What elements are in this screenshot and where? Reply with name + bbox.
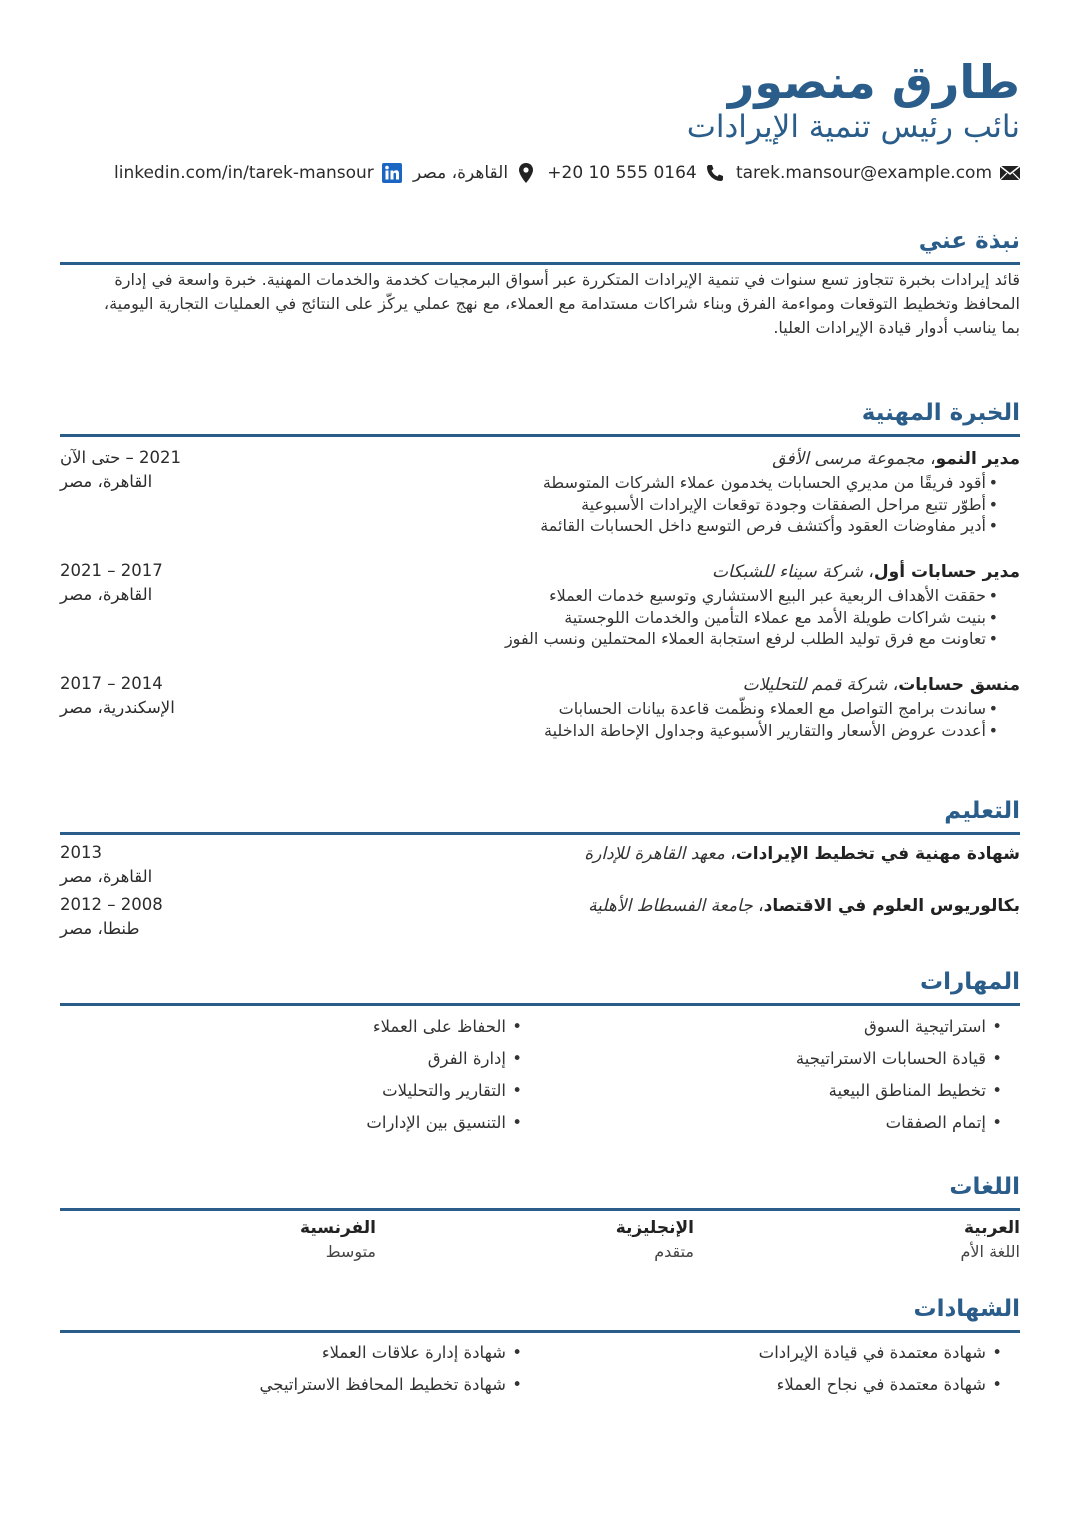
- school: معهد القاهرة للإدارة: [584, 844, 725, 864]
- job-bullet: • أدير مفاوضات العقود وأكتشف فرص التوسع داخل الحسابات القائمة: [380, 515, 1020, 537]
- education-dates: 2008 – 2012: [60, 895, 163, 914]
- job-company: شركة سيناء للشبكات: [712, 562, 864, 582]
- skills-list: [60, 1011, 1020, 1141]
- contact-row: [114, 160, 1020, 186]
- education-location: طنطا، مصر: [60, 919, 140, 938]
- job-bullet: • ساندت برامج التواصل مع العملاء ونظّمت قاعدة بيانات الحسابات: [380, 698, 1020, 720]
- job-bullet: • أطوّر تتبع مراحل الصفقات وجودة توقعات الإيرادات الأسبوعية: [380, 494, 1020, 516]
- contact-phone[interactable]: [547, 163, 724, 183]
- degree: شهادة مهنية في تخطيط الإيرادات: [735, 844, 1020, 864]
- location-text: القاهرة، مصر: [413, 163, 509, 183]
- section-divider: [60, 1003, 1020, 1006]
- resume-page: طارق منصور نائب رئيس تنمية الإيرادات tarek.mansour@example.com +20 10 555 0164 القاهرة، مصر linkedin.com/in/tarek-mansour نبذة عني قائد إيرادات بخبرة تتجاوز تسع سنوات في تنمية الإيرادات المتكررة عبر أسواق البرمجيات كخدمة والخدمات المهنية. خبرة واسعة في إدارة المحافظ وتخطيط التوقعات ومواءمة الفرق وبناء شراكات مستدامة مع العملاء، مع نهج عملي يركّز على النتائج في العمليات التجارية اليومية، بما يناسب أدوار قيادة الإيرادات العليا. الخبرة المهنية مدير النمو، مجموعة مرسى الأفق • أقود فريقًا من مديري الحسابات يخدمون عملاء الشركات المتوسطة • أطوّر تتبع مراحل الصفقات وجودة توقعات الإيرادات الأسبوعية • أدير مفاوضات العقود وأكتشف فرص التوسع داخل الحسابات القائمة 2021 – حتى الآن القاهرة، مصر مدير حسابات أول، شركة سيناء للشبكات • حققت الأهداف الربعية عبر البيع الاستشاري وتوسيع خدمات العملاء • بنيت شراكات طويلة الأمد مع عملاء التأمين والخدمات اللوجستية • تعاونت مع فرق توليد الطلب لرفع استجابة العملاء المحتملين ونسب الفوز 2017 – 2021 القاهرة، مصر منسق حسابات، شركة قمم للتحليلات • ساندت برامج التواصل مع العملاء ونظّمت قاعدة بيانات الحسابات • أعددت عروض الأسعار والتقارير الأسبوعية وجداول الإحاطة الداخلية 2014 – 2017 الإسكندرية، مصر التعليم شهادة مهنية في تخطيط الإيرادات، معهد القاهرة للإدارة 2013 القاهرة، مصر بكالوريوس العلوم في الاقتصاد، جامعة الفسطاط الأهلية 2008 – 2012 طنطا، مصر المهارات • استراتيجية السوق • قيادة الحسابات الاستراتيجية • تخطيط المناطق البيعية • إتمام الصفقات • الحفاظ على العملاء • إدارة الفرق • التقارير والتحليلات • التنسيق بين الإدارات اللغات العربية اللغة الأم الإنجليزية متقدم الفرنسية متوسط الشهادات • شهادة معتمدة في قيادة الإيرادات • شهادة معتمدة في نجاح العملاء • شهادة إدارة علاقات العملاء • شهادة تخطيط المحافظ الاستراتيجي: [0, 0, 1080, 1525]
- certifications-list: [60, 1337, 1020, 1407]
- about-text: قائد إيرادات بخبرة تتجاوز تسع سنوات في تنمية الإيرادات المتكررة عبر أسواق البرمجيات كخدمة والخدمات المهنية. خبرة واسعة في إدارة المحافظ وتخطيط التوقعات ومواءمة الفرق وبناء شراكات مستدامة مع العملاء، مع نهج عملي يركّز على النتائج في العمليات التجارية اليومية، بما يناسب أدوار قيادة الإيرادات العليا.: [103, 270, 1020, 337]
- language-item: [616, 1216, 694, 1264]
- job-company: مجموعة مرسى الأفق: [772, 449, 925, 469]
- languages-section-header: [60, 1172, 1020, 1211]
- about-heading: نبذة عني: [918, 228, 1020, 254]
- job-dates: 2021 – حتى الآن: [60, 448, 182, 467]
- skill-item: • إدارة الفرق: [366, 1043, 540, 1075]
- language-name: الإنجليزية: [615, 1218, 694, 1238]
- school: جامعة الفسطاط الأهلية: [588, 896, 753, 916]
- certification-item: • شهادة تخطيط المحافظ الاستراتيجي: [260, 1369, 540, 1401]
- skills-column-right: [796, 1011, 1020, 1139]
- contact-linkedin[interactable]: [114, 163, 402, 183]
- certifications-heading: الشهادات: [913, 1296, 1020, 1322]
- job-bullet: • تعاونت مع فرق توليد الطلب لرفع استجابة العملاء المحتملين ونسب الفوز: [380, 628, 1020, 650]
- language-level: متوسط: [325, 1242, 376, 1261]
- location-pin-icon: [516, 163, 536, 183]
- job-bullet: • أعددت عروض الأسعار والتقارير الأسبوعية وجداول الإحاطة الداخلية: [380, 720, 1020, 742]
- section-divider: [60, 1208, 1020, 1211]
- job-role: منسق حسابات: [898, 675, 1020, 695]
- skills-heading: المهارات: [920, 969, 1020, 995]
- language-level: اللغة الأم: [960, 1242, 1020, 1261]
- job-location: القاهرة، مصر: [60, 585, 153, 604]
- language-item: [300, 1216, 376, 1264]
- job-bullets: [380, 585, 1020, 650]
- certification-item: • شهادة معتمدة في نجاح العملاء: [759, 1369, 1020, 1401]
- skills-column-left: [366, 1011, 540, 1139]
- education-dates: 2013: [60, 843, 102, 862]
- language-level: متقدم: [654, 1242, 694, 1261]
- section-divider: [60, 434, 1020, 437]
- job-bullet: • بنيت شراكات طويلة الأمد مع عملاء التأمين والخدمات اللوجستية: [380, 607, 1020, 629]
- education-location: القاهرة، مصر: [60, 867, 153, 886]
- language-name: العربية: [963, 1218, 1020, 1238]
- job-role-line: منسق حسابات، شركة قمم للتحليلات: [742, 675, 1020, 695]
- person-name: طارق منصور: [727, 55, 1020, 109]
- resume-header: [687, 52, 1020, 146]
- linkedin-icon: [382, 163, 402, 183]
- language-item: [961, 1216, 1020, 1264]
- certification-item: • شهادة معتمدة في قيادة الإيرادات: [759, 1337, 1020, 1369]
- certifications-section-header: [60, 1294, 1020, 1333]
- linkedin-text: linkedin.com/in/tarek-mansour: [114, 163, 374, 183]
- section-divider: [60, 1330, 1020, 1333]
- certification-item: • شهادة إدارة علاقات العملاء: [260, 1337, 540, 1369]
- envelope-icon: [1000, 163, 1020, 183]
- education-heading: التعليم: [944, 798, 1020, 824]
- education-section-header: [60, 796, 1020, 835]
- skill-item: • استراتيجية السوق: [796, 1011, 1020, 1043]
- job-location: القاهرة، مصر: [60, 472, 153, 491]
- contact-location: [413, 163, 536, 183]
- about-section-header: [60, 226, 1020, 265]
- job-dates: 2017 – 2021: [60, 561, 163, 580]
- skill-item: • الحفاظ على العملاء: [366, 1011, 540, 1043]
- job-bullet: • حققت الأهداف الربعية عبر البيع الاستشاري وتوسيع خدمات العملاء: [380, 585, 1020, 607]
- job-dates: 2014 – 2017: [60, 674, 163, 693]
- job-company: شركة قمم للتحليلات: [742, 675, 888, 695]
- job-location: الإسكندرية، مصر: [60, 698, 175, 717]
- contact-email[interactable]: [736, 163, 1020, 183]
- languages-heading: اللغات: [949, 1174, 1020, 1200]
- skills-section-header: [60, 967, 1020, 1006]
- job-bullets: [380, 472, 1020, 537]
- language-name: الفرنسية: [300, 1218, 376, 1238]
- email-text: tarek.mansour@example.com: [735, 163, 992, 183]
- job-title: نائب رئيس تنمية الإيرادات: [686, 109, 1020, 145]
- skill-item: • قيادة الحسابات الاستراتيجية: [796, 1043, 1020, 1075]
- skill-item: • تخطيط المناطق البيعية: [796, 1075, 1020, 1107]
- skill-item: • التنسيق بين الإدارات: [366, 1107, 540, 1139]
- phone-text: +20 10 555 0164: [547, 163, 697, 183]
- job-role-line: مدير النمو، مجموعة مرسى الأفق: [772, 449, 1020, 469]
- section-divider: [60, 832, 1020, 835]
- experience-section-header: [60, 398, 1020, 437]
- job-role: مدير النمو: [935, 449, 1020, 469]
- experience-heading: الخبرة المهنية: [861, 400, 1020, 426]
- section-divider: [60, 262, 1020, 265]
- certifications-column-right: [759, 1337, 1020, 1401]
- certifications-column-left: [260, 1337, 540, 1401]
- job-bullet: • أقود فريقًا من مديري الحسابات يخدمون عملاء الشركات المتوسطة: [380, 472, 1020, 494]
- degree: بكالوريوس العلوم في الاقتصاد: [763, 896, 1020, 916]
- skill-item: • التقارير والتحليلات: [366, 1075, 540, 1107]
- job-role: مدير حسابات أول: [873, 562, 1020, 582]
- phone-icon: [705, 163, 725, 183]
- skill-item: • إتمام الصفقات: [796, 1107, 1020, 1139]
- job-bullets: [380, 698, 1020, 741]
- languages-list: [60, 1216, 1020, 1268]
- job-role-line: مدير حسابات أول، شركة سيناء للشبكات: [712, 562, 1020, 582]
